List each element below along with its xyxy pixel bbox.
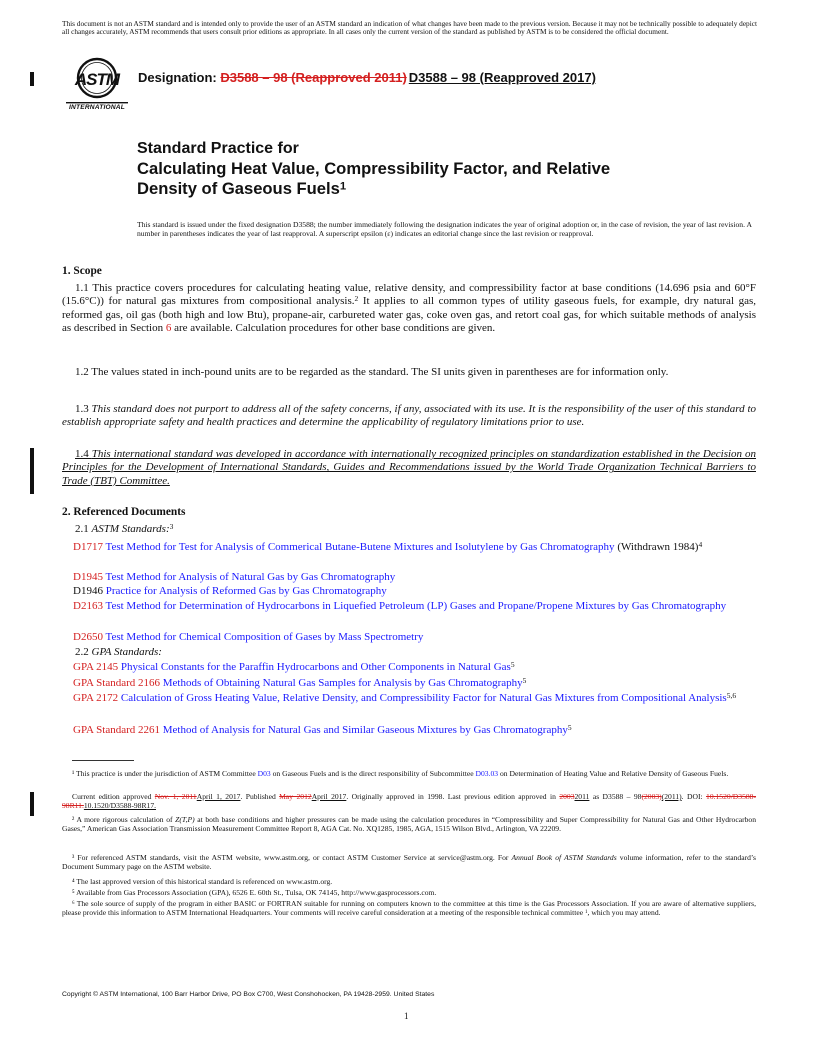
scope-para-1-3: 1.3 This standard does not purport to address all of the safety concerns, if any, associated with its use. It is the responsibility of the user of this standard to establish appropriate safety and health practices and determine the applicability of regulatory limitations prior to use.: [62, 403, 757, 429]
gpa-standards-label: 2.2 GPA Standards:: [75, 646, 162, 658]
scope-heading: 1. Scope: [62, 265, 102, 277]
designation: [138, 70, 596, 85]
footnote-divider: [72, 760, 134, 761]
footnote-edition: Current edition approved Nov. 1, 2011April 1, 2017. Published May 2012April 2017. Originally approved in 1998. Last previous edition approved in 20032011 as D3588 – 98(2003)(2011). DOI: 10.1520/D3588-98R11.10.1520/D3588-98R17.: [62, 792, 757, 811]
scope-para-1-2: 1.2 The values stated in inch-pound units are to be regarded as the standard. The SI units given in parentheses are for information only.: [75, 366, 669, 378]
designation-label: Designation:: [138, 70, 221, 85]
footnote-5: ⁵ Available from Gas Processors Association (GPA), 6526 E. 60th St., Tulsa, OK 74145, http://www.gasprocessors.com.: [72, 888, 437, 897]
scope-para-1-1: 1.1 This practice covers procedures for calculating heating value, relative density, and compressibility factor at base conditions (14.696 psia and 60°F (15.6°C)) for natural gas mixtures from compositional analysis.$^2$ It applies to all common types of utility gaseous fuels, for example, dry natural gas, reformed gas, oil gas (both high and low Btu), propane-air, carbureted water gas, coke oven gas, and retort coal gas, for which suitable methods of analysis as described in Section 6 are available. Calculation procedures for other base conditions are given.: [62, 282, 756, 335]
section-6-link[interactable]: 6: [165, 322, 172, 335]
footnote-6: ⁶ The sole source of supply of the program in either BASIC or FORTRAN suitable for running on computers known to the committee at this time is the Gas Processors Association. If you are aware of alternative suppliers, please provide this information to ASTM International Headquarters. Your comments will receive careful consideration at a meeting of the responsible technical committee $^1$, which you may attend.: [62, 899, 756, 918]
ref-item[interactable]: D1717 Test Method for Test for Analysis of Commerical Butane-Butene Mixtures and Isolutylene by Gas Chromatography (Withdrawn 1984)$^4$: [73, 539, 703, 553]
ref-item[interactable]: D1945 Test Method for Analysis of Natural Gas by Gas Chromatography: [73, 571, 396, 583]
astm-standards-label: 2.1 ASTM Standards:$^3$: [75, 521, 174, 535]
copyright-line: Copyright © ASTM International, 100 Barr Harbor Drive, PO Box C700, West Conshohocken, PA 19428-2959. United States: [62, 991, 435, 998]
change-bar: [30, 792, 34, 816]
title-pre: Standard Practice for: [137, 140, 299, 157]
page-number: 1: [404, 1011, 409, 1021]
title-line-2: Density of Gaseous Fuels$^1$: [137, 179, 347, 198]
ref-item[interactable]: GPA Standard 2166 Methods of Obtaining Natural Gas Samples for Analysis by Gas Chromatography$^5$: [73, 675, 527, 689]
scope-para-1-4: 1.4 This international standard was developed in accordance with internationally recognized principles on standardization established in the Decision on Principles for the Development of International Standards, Guides and Recommendations issued by the World Trade Organization Technical Barriers to Trade (TBT) Committee.: [62, 448, 757, 487]
designation-new: D3588 – 98 (Reapproved 2017): [408, 70, 596, 85]
issue-note: This standard is issued under the fixed designation D3588; the number immediately following the designation indicates the year of original adoption or, in the case of revision, the year of last revision. A number in parentheses indicates the year of last reapproval. A superscript epsilon (ε) indicates an editorial change since the last revision or reapproval.: [137, 220, 752, 239]
designation-old: D3588 – 98 (Reapproved 2011): [220, 70, 407, 85]
ref-item[interactable]: D2163 Test Method for Determination of Hydrocarbons in Liquefied Petroleum (LP) Gases and Propane/Propene Mixtures by Gas Chromatography: [73, 600, 727, 612]
document-title: [137, 139, 757, 199]
subcommittee-link[interactable]: D03.03: [475, 769, 499, 778]
svg-text:ASTM: ASTM: [74, 70, 120, 89]
ref-item[interactable]: GPA 2145 Physical Constants for the Paraffin Hydrocarbons and Other Components in Natural Gas$^5$: [73, 659, 515, 673]
title-footnote-marker: 1: [339, 180, 347, 193]
footnote-3: ³ For referenced ASTM standards, visit the ASTM website, www.astm.org, or contact ASTM Customer Service at service@astm.org. For Annual Book of ASTM Standards volume information, refer to the standard’s Document Summary page on the ASTM website.: [62, 853, 756, 872]
ref-item[interactable]: D2650 Test Method for Chemical Composition of Gases by Mass Spectrometry: [73, 631, 424, 643]
change-bar: [30, 448, 34, 494]
title-line-1: Calculating Heat Value, Compressibility Factor, and Relative: [137, 159, 611, 178]
ref-item[interactable]: GPA Standard 2261 Method of Analysis for Natural Gas and Similar Gaseous Mixtures by Gas Chromatography$^5$: [73, 722, 572, 736]
logo-caption: INTERNATIONAL: [69, 104, 125, 111]
footnote-2: ² A more rigorous calculation of Z(T,P) at both base conditions and higher pressures can be made using the calculation procedures in “Compressibility and Super Compressibility for Natural Gas and Other Hydrocarbon Gases,” American Gas Association Transmission Measurement Committee Report 8, AGA Cat. No. XQ1285, 1985, AGA, 1515 Wilson Blvd., Arlington, VA 22209.: [62, 815, 756, 834]
ref-item[interactable]: D1946 Practice for Analysis of Reformed Gas by Gas Chromatography: [73, 585, 387, 597]
footnote-1: ¹ This practice is under the jurisdiction of ASTM Committee D03 on Gaseous Fuels and is the direct responsibility of Subcommittee D03.03 on Determination of Heating Value and Relative Density of Gaseous Fuels.: [72, 769, 729, 778]
change-bar: [30, 72, 34, 86]
astm-logo: [64, 56, 130, 114]
ref-item[interactable]: GPA 2172 Calculation of Gross Heating Value, Relative Density, and Compressibility Factor for Natural Gas Mixtures from Compositional Analysis$^{5,6}$: [73, 690, 737, 704]
disclaimer-text: This document is not an ASTM standard and is intended only to provide the user of an ASTM standard an indication of what changes have been made to the previous version. Because it may not be technically possible to adequately depict all changes accurately, ASTM recommends that users consult prior editions as appropriate. In all cases only the current version of the standard as published by ASTM is to be considered the official document.: [62, 19, 757, 37]
footnote-4: ⁴ The last approved version of this historical standard is referenced on www.astm.org.: [72, 877, 333, 886]
refs-heading: 2. Referenced Documents: [62, 506, 186, 518]
committee-link[interactable]: D03: [257, 769, 271, 778]
